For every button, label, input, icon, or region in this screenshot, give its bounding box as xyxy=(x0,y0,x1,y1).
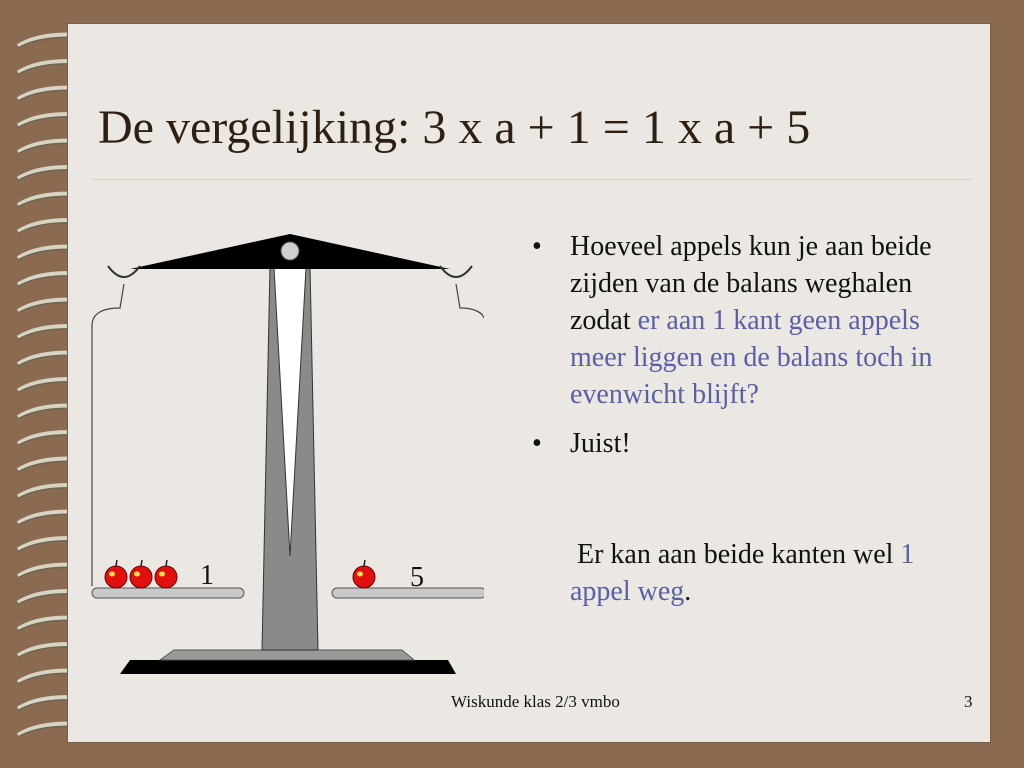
answer-explanation xyxy=(570,536,970,610)
right-pan xyxy=(332,588,484,598)
slide-title: De vergelijking: 3 x a + 1 = 1 x a + 5 xyxy=(98,101,811,154)
footer-page-number: 3 xyxy=(964,692,973,711)
scale-foot xyxy=(160,650,414,660)
left-pan-label: 1 xyxy=(200,560,214,591)
apple-icon xyxy=(105,560,127,588)
answer-explanation-end: . xyxy=(684,576,692,607)
title-divider xyxy=(92,179,972,180)
apple-icon xyxy=(353,560,375,588)
bullet-answer xyxy=(528,425,968,462)
left-pan-apples xyxy=(105,560,177,588)
right-pan-label: 5 xyxy=(410,562,424,593)
balance-scale-illustration xyxy=(84,226,484,686)
right-string xyxy=(456,284,484,586)
left-string xyxy=(92,284,124,586)
scale-base xyxy=(120,660,456,674)
left-pan xyxy=(92,588,244,598)
bullet-list xyxy=(528,228,968,474)
bullet-question xyxy=(528,228,968,413)
right-hook xyxy=(440,266,472,277)
apple-icon xyxy=(155,560,177,588)
left-hook xyxy=(108,266,140,277)
bullet-question-accent: er aan 1 kant geen appels meer liggen en de balans toch in evenwicht blijft? xyxy=(570,305,933,410)
footer-course: Wiskunde klas 2/3 vmbo xyxy=(451,692,620,711)
answer-explanation-text: Er kan aan beide kanten wel xyxy=(577,539,901,570)
apple-icon xyxy=(130,560,152,588)
right-pan-apples xyxy=(353,560,375,588)
scale-pivot xyxy=(281,242,299,260)
answer-explanation-accent: 1 appel weg xyxy=(570,539,915,607)
bullet-answer-text: Juist! xyxy=(570,428,631,459)
bullet-question-text: Hoeveel appels kun je aan beide zijden van de balans weghalen zodat xyxy=(570,231,932,336)
